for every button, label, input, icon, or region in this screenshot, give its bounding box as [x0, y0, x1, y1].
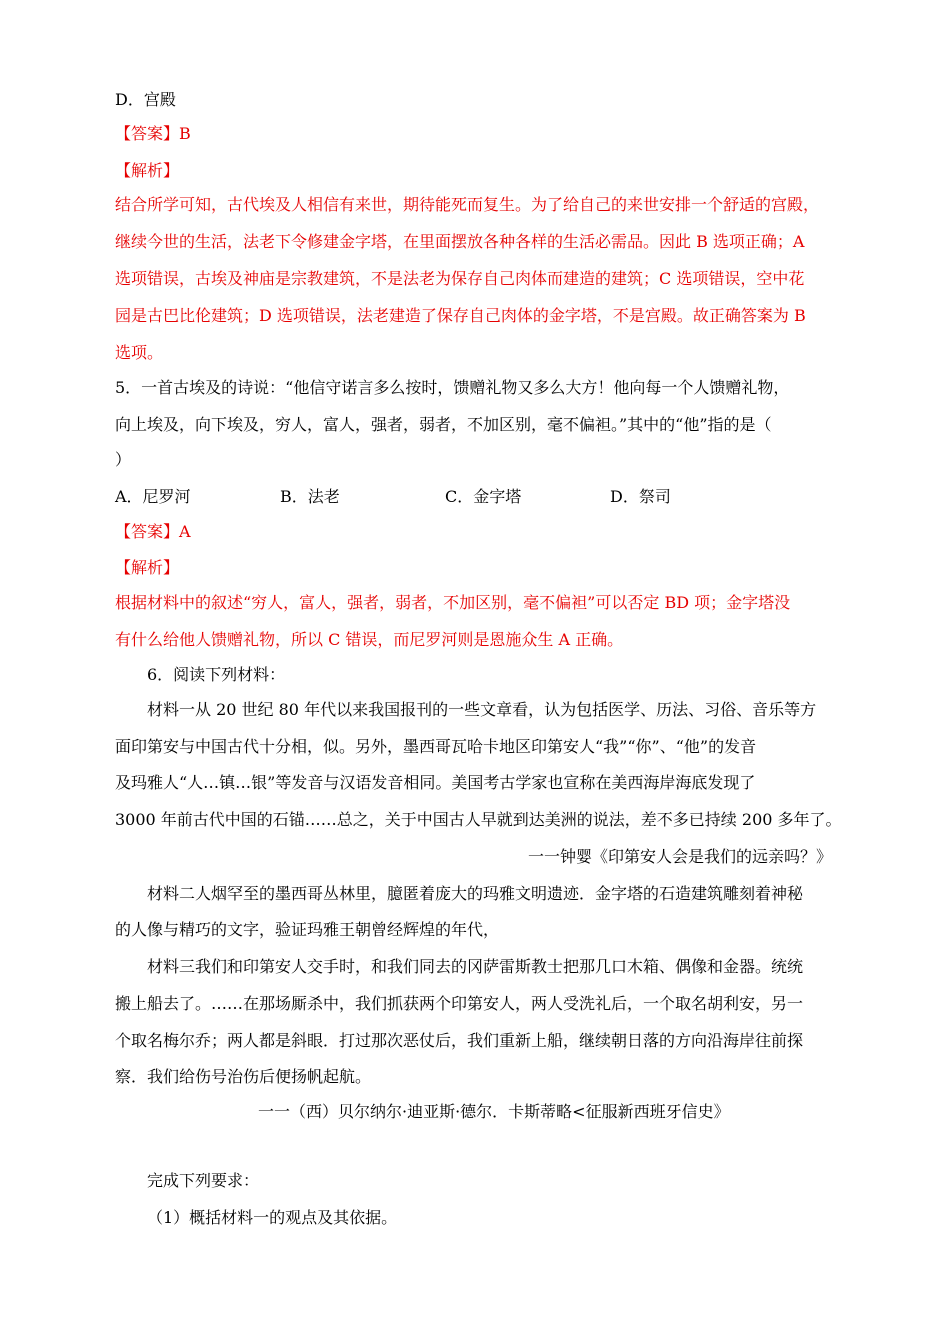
q6-material2-line: 材料二人烟罕至的墨西哥丛林里，臆匿着庞大的玛雅文明遗迹．金字塔的石造建筑雕刻着神秘 [147, 884, 804, 903]
q5-stem-line: 向上埃及，向下埃及，穷人，富人，强者，弱者，不加区别，毫不偏袒。”其中的“他”指的是（ [115, 415, 772, 434]
q5-option-b: B．法老 [280, 487, 340, 506]
q6-material3-line: 搬上船去了。……在那场厮杀中，我们抓获两个印第安人，两人受洗礼后，一个取名胡利安，另一 [115, 994, 804, 1013]
q6-material1-line: 面印第安与中国古代十分相，似。另外，墨西哥瓦哈卡地区印第安人“我”“你”、“他”的发音 [115, 737, 757, 756]
q4-analysis-line: 选项错误，古埃及神庙是宗教建筑，不是法老为保存自己肉体而建造的建筑；C 选项错误，空中花 [115, 269, 805, 288]
q6-material1-line: 材料一从 20 世纪 80 年代以来我国报刊的一些文章看，认为包括医学、历法、习俗、音乐等方 [147, 700, 817, 719]
q4-option-d: D．宫殿 [115, 90, 176, 109]
q5-stem-line: 5．一首古埃及的诗说：“他信守诺言多么按时，馈赠礼物又多么大方！他向每一个人馈赠礼物， [115, 378, 790, 397]
q4-analysis-line: 结合所学可知，古代埃及人相信有来世，期待能死而复生。为了给自己的来世安排一个舒适的宫殿， [115, 195, 820, 214]
q6-material1-source: 一一钟婴《印第安人会是我们的远亲吗？》 [527, 847, 832, 866]
q5-answer: 【答案】A [115, 522, 191, 541]
q4-analysis-line: 园是古巴比伦建筑；D 选项错误，法老建造了保存自己肉体的金字塔，不是宫殿。故正确答案为 B [115, 306, 806, 325]
q5-stem-line: ） [115, 450, 132, 469]
q4-answer: 【答案】B [115, 124, 191, 143]
q6-material1-line: 3000 年前古代中国的石锚……总之，关于中国古人早就到达美洲的说法，差不多已持续 200 多年了。 [115, 810, 842, 829]
q5-option-d: D．祭司 [610, 487, 671, 506]
q5-analysis-line: 根据材料中的叙述“穷人，富人，强者，弱者，不加区别，毫不偏袒”可以否定 BD 项；金字塔没 [115, 593, 791, 612]
q6-material1-line: 及玛雅人“人…镇…银”等发音与汉语发音相同。美国考古学家也宣称在美西海岸海底发现了 [115, 773, 756, 792]
q5-analysis-line: 有什么给他人馈赠礼物，所以 C 错误，而尼罗河则是恩施众生 A 正确。 [115, 630, 624, 649]
q5-analysis-label: 【解析】 [115, 558, 180, 577]
q6-material3-line: 察．我们给伤号治伤后便扬帆起航。 [115, 1067, 372, 1086]
q6-material3-line: 材料三我们和印第安人交手时，和我们同去的冈萨雷斯教士把那几口木箱、偶像和金器。统统 [147, 957, 804, 976]
q6-material3-line: 个取名梅尔乔；两人都是斜眼．打过那次恶仗后，我们重新上船，继续朝日落的方向沿海岸往前探 [115, 1031, 804, 1050]
q6-material3-source: 一一（西）贝尔纳尔·迪亚斯·德尔．卡斯蒂略<征服新西班牙信史》 [258, 1102, 730, 1121]
q6-material2-line: 的人像与精巧的文字，验证玛雅王朝曾经辉煌的年代， [115, 920, 500, 939]
q4-analysis-label: 【解析】 [115, 161, 180, 180]
q6-intro: 6．阅读下列材料： [147, 665, 286, 684]
q6-task-intro: 完成下列要求： [147, 1171, 260, 1190]
q4-analysis-line: 选项。 [115, 343, 164, 362]
q5-option-c: C．金字塔 [445, 487, 522, 506]
q4-analysis-line: 继续今世的生活，法老下令修建金字塔，在里面摆放各种各样的生活必需品。因此 B 选项正确；A [115, 232, 805, 251]
q6-task-1: （1）概括材料一的观点及其依据。 [147, 1208, 398, 1227]
q5-option-a: A．尼罗河 [115, 487, 191, 506]
